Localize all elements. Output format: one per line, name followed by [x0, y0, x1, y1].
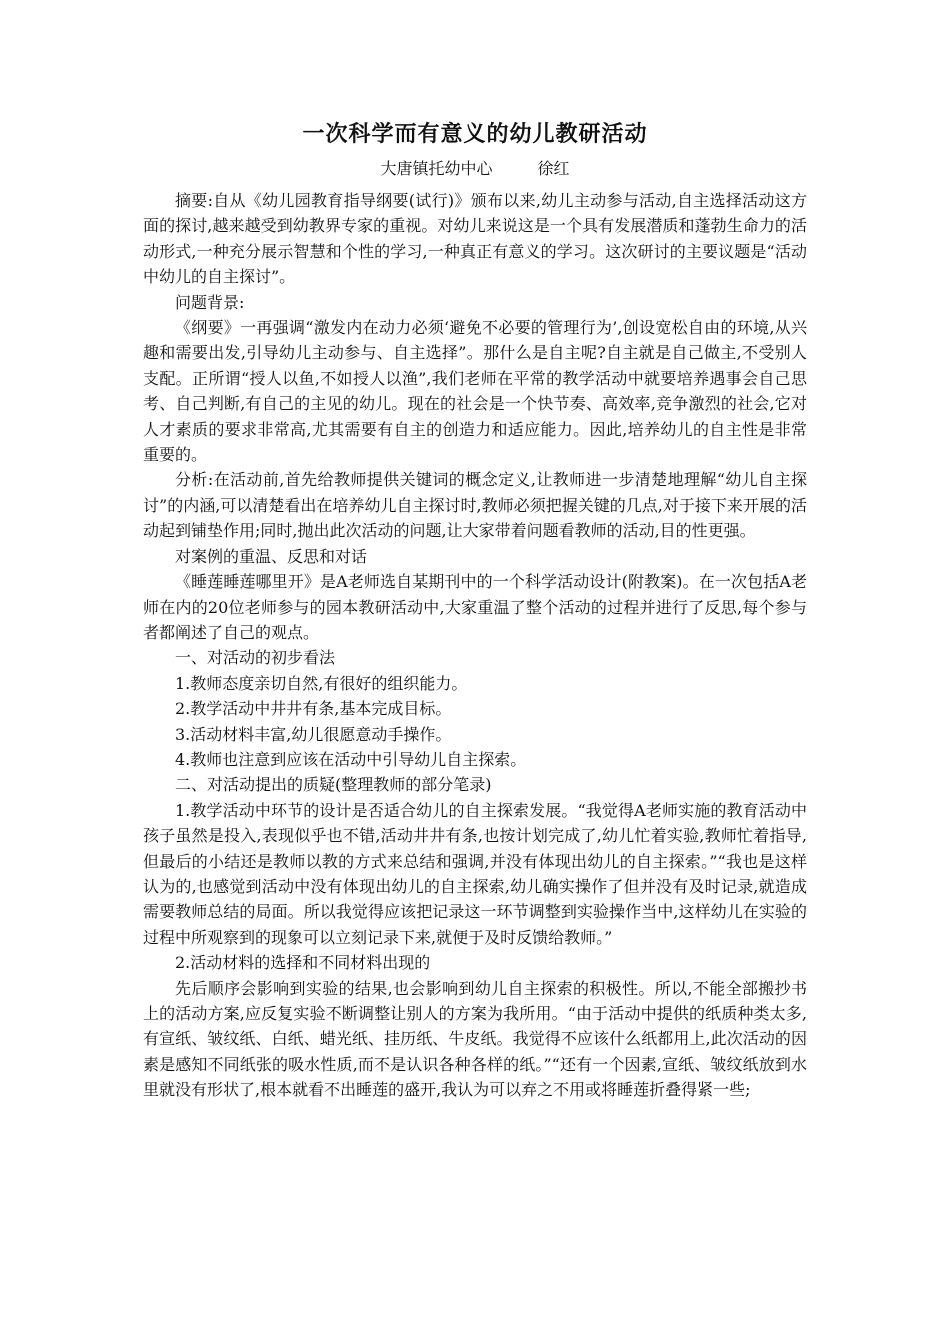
abstract-paragraph: 摘要:自从《幼儿园教育指导纲要(试行)》颁布以来,幼儿主动参与活动,自主选择活动这方面的探讨,越来越受到幼教界专家的重视。对幼儿来说这是一个具有发展潜质和蓬勃生命力的活动形式,一种充分展示智慧和个性的学习,一种真正有意义的学习。这次研讨的主要议题是“活动中幼儿的自主探讨”。 [143, 191, 807, 287]
section-heading-background: 问题背景: [175, 292, 245, 312]
case-intro-paragraph: 《睡莲睡莲哪里开》是A老师选自某期刊中的一个科学活动设计(附教案)。在一次包括A老师在内的20位老师参与的园本教研活动中,大家重温了整个活动的过程并进行了反思,每个参与者都阐述了自己的观点。 [143, 572, 807, 642]
document-page [143, 118, 807, 1103]
list-item: 3.活动材料丰富,幼儿很愿意动手操作。 [175, 724, 452, 744]
section-heading-case-review: 对案例的重温、反思和对话 [175, 546, 368, 566]
author-name: 徐红 [537, 159, 570, 178]
question-heading: 2.活动材料的选择和不同材料出现的 [175, 953, 431, 973]
list-item: 2.教学活动中井井有条,基本完成目标。 [175, 699, 452, 719]
question-paragraph: 先后顺序会影响到实验的结果,也会影响到幼儿自主探索的积极性。所以,不能全部搬抄书上的活动方案,应反复实验不断调整让别人的方案为我所用。“由于活动中提供的纸质种类太多,有宣纸、皱纹纸、白纸、蜡光纸、挂历纸、牛皮纸。我觉得不应该什么纸都用上,此次活动的因素是感知不同纸张的吸水性质,而不是认识各种各样的纸。”“还有一个因素,宣纸、皱纹纸放到水里就没有形状了,根本就看不出睡莲的盛开,我认为可以弃之不用或将睡莲折叠得紧一些; [143, 978, 807, 1100]
list-item: 4.教师也注意到应该在活动中引导幼儿自主探索。 [175, 749, 527, 769]
analysis-paragraph: 分析:在活动前,首先给教师提供关键词的概念定义,让教师进一步清楚地理解“幼儿自主探讨”的内涵,可以清楚看出在培养幼儿自主探讨时,教师必须把握关键的几点,对于接下来开展的活动起到铺垫作用;同时,抛出此次活动的问题,让大家带着问题看教师的活动,目的性更强。 [143, 470, 807, 541]
section-heading-questions: 二、对活动提出的质疑(整理教师的部分笔录) [175, 775, 492, 795]
document-title: 一次科学而有意义的幼儿教研活动 [302, 121, 648, 147]
list-item: 1.教师态度亲切自然,有很好的组织能力。 [175, 673, 468, 693]
author-organization: 大唐镇托幼中心 [380, 159, 493, 178]
byline [143, 156, 807, 182]
section-heading-initial-views: 一、对活动的初步看法 [175, 648, 336, 668]
question-paragraph: 1.教学活动中环节的设计是否适合幼儿的自主探索发展。“我觉得A老师实施的教育活动中孩子虽然是投入,表现似乎也不错,活动井井有条,也按计划完成了,幼儿忙着实验,教师忙着指导,但最后的小结还是教师以教的方式来总结和强调,并没有体现出幼儿的自主探索。”“我也是这样认为的,也感觉到活动中没有体现出幼儿的自主探索,幼儿确实操作了但并没有及时记录,就造成需要教师总结的局面。所以我觉得应该把记录这一环节调整到实验操作当中,这样幼儿在实验的过程中所观察到的现象可以立刻记录下来,就便于及时反馈给教师。” [143, 800, 807, 947]
background-paragraph: 《纲要》一再强调“激发内在动力必须‘避免不必要的管理行为’,创设宽松自由的环境,从兴趣和需要出发,引导幼儿主动参与、自主选择”。那什么是自主呢?自主就是自己做主,不受别人支配。正所谓“授人以鱼,不如授人以渔”,我们老师在平常的教学活动中就要培养遇事会自己思考、自己判断,有自己的主见的幼儿。现在的社会是一个快节奏、高效率,竞争激烈的社会,它对人才素质的要求非常高,尤其需要有自主的创造力和适应能力。因此,培养幼儿的自主性是非常重要的。 [143, 318, 807, 465]
